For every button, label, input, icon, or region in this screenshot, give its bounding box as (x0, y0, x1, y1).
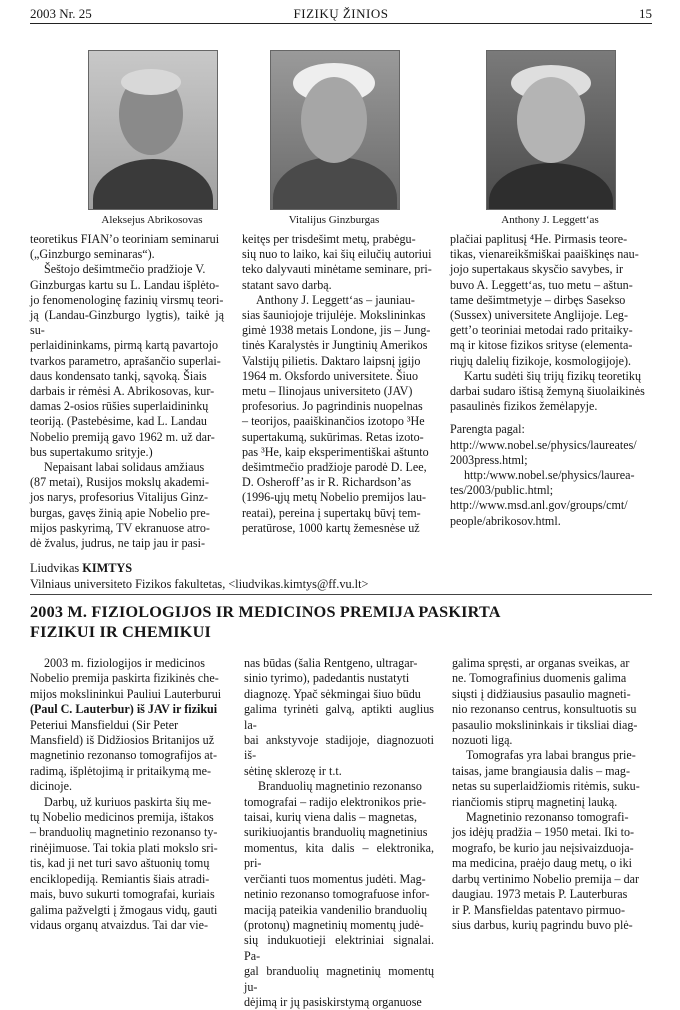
text-line: mografo, be kurio jau neįsivaizduoja- (452, 840, 634, 855)
caption-leggett: Anthony J. Leggett‘as (501, 214, 599, 226)
author-affiliation: Vilniaus universiteto Fizikos fakultetas, <liudvikas.kimtys@ff.vu.lt> (30, 577, 369, 591)
text-line: Kartu sudėti šių trijų fizikų teoretikų (464, 368, 642, 383)
text-line: profesorius. Jo pagrindinis nuopelnas (242, 399, 423, 414)
article-title (30, 602, 652, 642)
text-line: reatai), pereina į supertakų būvį tem- (242, 505, 421, 520)
text-line: Anthony J. Leggett‘as – jauniau- (256, 292, 415, 307)
source-link[interactable]: http:/www.nobel.se/physics/laurea- (464, 468, 635, 483)
portrait-abrikosov (88, 50, 218, 210)
text-line: jos idėjų pradžia – 1950 metai. Iki to- (452, 825, 635, 840)
section-rule (30, 594, 652, 595)
text-line: darbų vertinimo Nobelio premija – dar (452, 871, 640, 886)
journal-title: FIZIKŲ ŽINIOS (293, 6, 389, 21)
source-link[interactable]: http://www.msd.anl.gov/groups/cmt/ (450, 498, 628, 513)
spacer (450, 414, 652, 422)
text-line: jos narys, profesorius Vitalijus Ginz- (30, 490, 209, 505)
page-number: 15 (639, 6, 652, 21)
header-rule (30, 23, 652, 24)
text-line: mą ir kitose fizikos srityse (elementa- (450, 338, 633, 353)
text-line: peratūrose, 1000 kartų žemesnėse už (242, 520, 420, 535)
text-line: tikas, vienareikšmiškai paaiškinęs nau- (450, 247, 639, 262)
text-line: daus kondensato tankį, sąvoką. Šiais (30, 368, 207, 383)
text-line: rinėjimuose. Tai tokia plati mokslo sri- (30, 840, 218, 855)
text-line: mijos mokslininkui Pauliui Lauterburui (30, 686, 222, 701)
text-line: mijos paskyrimą, TV ekranuose atro- (30, 520, 210, 535)
text-line: perlaidininkams, pirmą kartą pavartojo (30, 338, 219, 353)
text-line: Šeštojo dešimtmečio pradžioje V. (44, 262, 206, 277)
text-line: vidaus organų atvaizdus. Tai dar vie- (30, 917, 209, 932)
text-line: sias šauniojoje trijulėje. Mokslininkas (242, 308, 426, 323)
text-line: 2003 m. fiziologijos ir medicinos (44, 656, 205, 670)
text-line: tis, kad ji net turi savo aštuonių tomų (30, 856, 210, 871)
text-line: damas 2-osios rūšies superlaidininkų (30, 399, 209, 414)
text-line: teoretikus FIAN’o teoriniam seminarui (30, 232, 220, 246)
text-line: Nobelio premija paskirta fizikinės che- (30, 671, 219, 686)
author-block (30, 560, 368, 592)
text-line: tinės Karalystės ir Jungtinių Amerikos (242, 338, 428, 353)
text-line: riančiomis stiprų magnetinį lauką. (452, 794, 618, 809)
text-line: sių indukuotieji elektriniai signalai. Pa- (244, 933, 434, 963)
text-line: Nobelio premiją gavo 1962 m. už dar- (30, 429, 215, 444)
text-line: (87 metai), Rusijos mokslų akademi- (30, 475, 210, 490)
text-line: gal branduolių magnetinių momentų ju- (244, 964, 434, 994)
text-line: dėjimą ir jų pasiskirstymą organuose (244, 994, 422, 1009)
caption-abrikosov: Aleksejus Abrikosovas (101, 214, 203, 226)
text-line: buvo A. Leggett‘as, tuo metu – aštun- (450, 277, 633, 292)
text-column-3 (450, 232, 652, 529)
text-line: ne. Tomografinius duomenis galima (452, 671, 627, 686)
text-line: dė žvalus, judrus, ne taip jau ir pasi- (30, 536, 205, 551)
text-line: bus supertakumo srityje.) (30, 444, 153, 459)
text-line: (Sussex) universitete Anglijoje. Leg- (450, 308, 629, 323)
source-link[interactable]: people/abrikosov.html. (450, 513, 561, 528)
text-line: sėtinę sklerozę ir t.t. (244, 763, 342, 778)
text-line: taisai, kurių viena dalis – magnetas, (244, 810, 417, 825)
issue-label: 2003 Nr. 25 (30, 6, 92, 21)
article-column-3 (452, 656, 652, 933)
sources-label: Parengta pagal: (450, 422, 525, 437)
text-line: burgas, gavęs žinią apie Nobelio pre- (30, 505, 210, 520)
text-line: – teorijos, paaiškinančios izotopo ³He (242, 414, 425, 429)
text-line: nozuoti ligą. (452, 733, 513, 748)
portrait-ginzburg (270, 50, 400, 210)
text-line: tvarkos parametro, aprašančio superlai- (30, 353, 221, 368)
text-line: pasaulinės fizikos žemėlapyje. (450, 399, 598, 414)
text-line: Mansfield) iš Didžiosios Britanijos už (30, 733, 215, 748)
text-line: galima spręsti, ar organas sveikas, ar (452, 656, 630, 670)
text-line: plačiai paplitusį ⁴He. Pirmasis teore- (450, 232, 628, 246)
text-line: (Paul C. Lauterbur) iš JAV ir fizikui (30, 702, 218, 717)
text-line: Magnetinio rezonanso tomografi- (466, 810, 629, 825)
text-line: keitęs per trisdešimt metų, prabėgu- (242, 232, 416, 246)
text-line: magnetinio rezonanso tomografijos at- (30, 748, 218, 763)
text-line: statant savo darbą. (242, 277, 332, 292)
text-line: dicinoje. (30, 779, 72, 794)
text-line: daugiau. 1973 metais P. Lauterburas (452, 887, 628, 902)
text-line: surikiuojantis branduolių magnetinius (244, 825, 428, 840)
source-link[interactable]: 2003press.html; (450, 452, 528, 467)
text-line: darbais ir rėmėsi A. Abrikosovas, kur- (30, 384, 215, 399)
caption-ginzburg: Vitalijus Ginzburgas (288, 214, 380, 226)
article-column-2 (244, 656, 434, 1010)
text-line: 1964 m. Oksfordo universitete. Šiuo (242, 368, 419, 383)
author-first-name: Liudvikas (30, 561, 80, 575)
text-line: taisas, jame brangiausia dalis – mag- (452, 763, 630, 778)
text-line: radimą, išplėtojimą ir pritaikymą me- (30, 763, 212, 778)
text-line: D. Osheroff’as ir R. Richardson’as (242, 475, 412, 490)
page-header (30, 4, 652, 24)
text-line: gett’o teoriniai metodai rado pritaiky- (450, 323, 633, 338)
text-line: Valstijų pilietis. Daktaro laipsnį įgijo (242, 353, 421, 368)
text-line: sius darbus, kurių pagrindu buvo plė- (452, 917, 633, 932)
text-line: riųjų dalelių fizikoje, kosmologijoje). (450, 353, 632, 368)
text-line: Ginzburgas kartu su L. Landau išplėto- (30, 277, 220, 292)
text-line: nio rezonanso centrus, konsultuotis su (452, 702, 637, 717)
text-line: galima pažvelgti į žmogaus vidų, gauti (30, 902, 218, 917)
text-line: netinio rezonanso tomografuose infor- (244, 887, 430, 902)
text-line: bai ankstyvoje stadijoje, diagnozuoti iš- (244, 733, 434, 763)
text-line: dešimtmečio pradžioje parodė D. Lee, (242, 460, 427, 475)
text-line: ir P. Mansfieldas patentavo pirmuo- (452, 902, 625, 917)
article-title-line: 2003 M. FIZIOLOGIJOS IR MEDICINOS PREMIJA PASKIRTA (30, 603, 501, 621)
text-line: tomografai – radijo elektronikos prie- (244, 794, 427, 809)
text-line: gimė 1938 metais Londone, jis – Jung- (242, 323, 431, 338)
article-title-line: FIZIKUI IR CHEMIKUI (30, 623, 211, 641)
text-line: galima tyrinėti galvą, aptikti auglius la- (244, 702, 434, 732)
text-line: („Ginzburgo seminaras“). (30, 247, 155, 262)
portrait-leggett (486, 50, 616, 210)
text-line: siųsti į didžiausius pasaulio magneti- (452, 686, 631, 701)
text-line: jo fenomenologinę fazinių virsmų teori- (30, 292, 224, 307)
article-column-1 (30, 656, 226, 933)
text-line: metu – Ilinojaus universiteto (JAV) (242, 384, 413, 399)
source-link[interactable]: tes/2003/public.html; (450, 483, 554, 498)
text-line: enciklopediją. Remiantis šiais atradi- (30, 871, 210, 886)
text-line: sių nuo to laiko, kai šių eilučių autoriui (242, 247, 432, 262)
text-line: darbai sudaro ištisą žemyną šiuolaikinės (450, 384, 645, 399)
text-line: jojo supertakaus skysčio savybes, ir (450, 262, 623, 277)
text-line: momentus, kita dalis – elektronika, pri- (244, 840, 434, 871)
text-line: Peteriui Mansfieldui (Sir Peter (30, 717, 179, 732)
text-column-1 (30, 232, 224, 551)
text-line: – branduolių magnetinio rezonanso ty- (30, 825, 218, 840)
text-line: netas su superlaidžiomis ritėmis, suku- (452, 779, 640, 794)
text-line: diagnozę. Ypač sėkmingai šiuo būdu (244, 686, 421, 701)
text-line: ma medicina, praėjo daug metų, o iki (452, 856, 633, 871)
author-name (30, 560, 368, 576)
text-line: pasaulio mokslininkais ir tiksliai diag- (452, 717, 638, 732)
text-line: (protonų) magnetinių momentų judė- (244, 917, 424, 932)
text-line: supertakumą, sukūrimas. Retas izoto- (242, 429, 424, 444)
text-line: teoriją. (Pastebėsime, kad L. Landau (30, 414, 207, 429)
text-line: maciją pateikia vandenilio branduolių (244, 902, 428, 917)
text-column-2 (242, 232, 434, 536)
text-line: tų Nobelio medicinos premija, ištakos (30, 810, 214, 825)
source-link[interactable]: http://www.nobel.se/physics/laureates/ (450, 437, 637, 452)
text-line: nas būdas (šalia Rentgeno, ultragar- (244, 656, 418, 670)
text-line: ją (Landau-Ginzburgo lygtis), taikė ją su- (30, 308, 224, 338)
author-last-name: KIMTYS (82, 561, 133, 575)
text-line: tame dešimtmetyje – dirbęs Sasekso (450, 292, 626, 307)
text-line: mais, buvo sukurti tomografai, kuriais (30, 887, 215, 902)
text-line: Tomografas yra labai brangus prie- (466, 748, 636, 763)
text-line: pas ³He, kaip eksperimentiškai aštunto (242, 444, 429, 459)
text-line: Darbų, už kuriuos paskirta šių me- (44, 794, 212, 809)
text-line: Branduolių magnetinio rezonanso (258, 779, 422, 794)
text-line: Nepaisant labai solidaus amžiaus (44, 460, 205, 475)
text-line: sinio tyrimo), padedantis nustatyti (244, 671, 410, 686)
text-line: verčianti tuos momentus judėti. Mag- (244, 871, 426, 886)
text-line: (1996-ųjų metų Nobelio premijos lau- (242, 490, 427, 505)
text-line: teko dalyvauti minėtame seminare, pri- (242, 262, 432, 277)
